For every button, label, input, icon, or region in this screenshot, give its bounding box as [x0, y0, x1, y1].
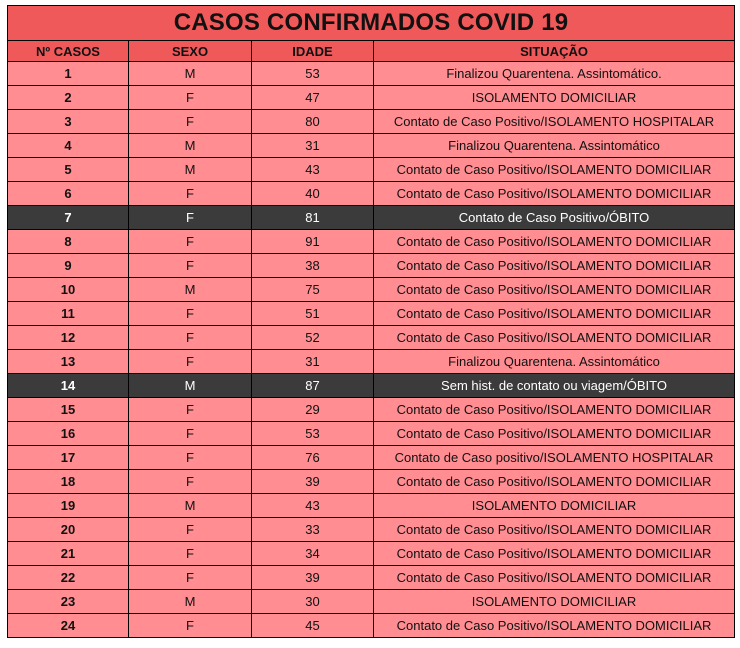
age-cell[interactable]: 87 [252, 374, 374, 398]
table-row [8, 182, 735, 206]
covid-cases-sheet [7, 5, 734, 638]
table-row [8, 86, 735, 110]
table-row [8, 470, 735, 494]
situation-cell[interactable]: Contato de Caso Positivo/ISOLAMENTO DOMICILIAR [374, 518, 735, 542]
sex-cell[interactable]: F [129, 542, 252, 566]
column-header-num[interactable]: Nº CASOS [8, 41, 129, 62]
age-cell[interactable]: 52 [252, 326, 374, 350]
age-cell[interactable]: 80 [252, 110, 374, 134]
sex-cell[interactable]: F [129, 326, 252, 350]
case-number-cell[interactable]: 16 [8, 422, 129, 446]
sex-cell[interactable]: F [129, 518, 252, 542]
sex-cell[interactable]: F [129, 110, 252, 134]
table-title: CASOS CONFIRMADOS COVID 19 [8, 6, 735, 41]
sex-cell[interactable]: F [129, 566, 252, 590]
sex-cell[interactable]: F [129, 470, 252, 494]
case-number-cell[interactable]: 5 [8, 158, 129, 182]
table-row [8, 206, 735, 230]
situation-cell[interactable]: Contato de Caso Positivo/ISOLAMENTO HOSPITALAR [374, 110, 735, 134]
sex-cell[interactable]: F [129, 422, 252, 446]
case-number-cell[interactable]: 24 [8, 614, 129, 638]
situation-cell[interactable]: Contato de Caso Positivo/ISOLAMENTO DOMICILIAR [374, 326, 735, 350]
situation-cell[interactable]: Contato de Caso Positivo/ÓBITO [374, 206, 735, 230]
age-cell[interactable]: 75 [252, 278, 374, 302]
situation-cell[interactable]: ISOLAMENTO DOMICILIAR [374, 86, 735, 110]
case-number-cell[interactable]: 19 [8, 494, 129, 518]
sex-cell[interactable]: F [129, 614, 252, 638]
age-cell[interactable]: 31 [252, 134, 374, 158]
situation-cell[interactable]: ISOLAMENTO DOMICILIAR [374, 590, 735, 614]
situation-cell[interactable]: Contato de Caso Positivo/ISOLAMENTO DOMICILIAR [374, 302, 735, 326]
cases-table [7, 5, 735, 638]
case-number-cell[interactable]: 7 [8, 206, 129, 230]
case-number-cell[interactable]: 23 [8, 590, 129, 614]
case-number-cell[interactable]: 18 [8, 470, 129, 494]
sex-cell[interactable]: F [129, 230, 252, 254]
table-row [8, 158, 735, 182]
situation-cell[interactable]: Contato de Caso Positivo/ISOLAMENTO DOMICILIAR [374, 278, 735, 302]
case-number-cell[interactable]: 17 [8, 446, 129, 470]
case-number-cell[interactable]: 14 [8, 374, 129, 398]
age-cell[interactable]: 29 [252, 398, 374, 422]
sex-cell[interactable]: F [129, 446, 252, 470]
situation-cell[interactable]: ISOLAMENTO DOMICILIAR [374, 494, 735, 518]
sex-cell[interactable]: M [129, 494, 252, 518]
sex-cell[interactable]: F [129, 254, 252, 278]
situation-cell[interactable]: Finalizou Quarentena. Assintomático [374, 350, 735, 374]
table-row [8, 278, 735, 302]
situation-cell[interactable]: Finalizou Quarentena. Assintomático [374, 134, 735, 158]
sex-cell[interactable]: M [129, 158, 252, 182]
table-row [8, 566, 735, 590]
situation-cell[interactable]: Contato de Caso Positivo/ISOLAMENTO DOMICILIAR [374, 182, 735, 206]
case-number-cell[interactable]: 12 [8, 326, 129, 350]
situation-cell[interactable]: Contato de Caso Positivo/ISOLAMENTO DOMICILIAR [374, 230, 735, 254]
table-row [8, 422, 735, 446]
table-row [8, 134, 735, 158]
situation-cell[interactable]: Contato de Caso Positivo/ISOLAMENTO DOMICILIAR [374, 158, 735, 182]
age-cell[interactable]: 53 [252, 422, 374, 446]
table-row [8, 110, 735, 134]
age-cell[interactable]: 31 [252, 350, 374, 374]
column-header-age[interactable]: IDADE [252, 41, 374, 62]
sex-cell[interactable]: F [129, 182, 252, 206]
case-number-cell[interactable]: 6 [8, 182, 129, 206]
table-row [8, 230, 735, 254]
sex-cell[interactable]: F [129, 398, 252, 422]
table-row [8, 350, 735, 374]
age-cell[interactable]: 33 [252, 518, 374, 542]
table-row [8, 398, 735, 422]
situation-cell[interactable]: Finalizou Quarentena. Assintomático. [374, 62, 735, 86]
age-cell[interactable]: 39 [252, 566, 374, 590]
age-cell[interactable]: 51 [252, 302, 374, 326]
case-number-cell[interactable]: 3 [8, 110, 129, 134]
column-header-situation[interactable]: SITUAÇÃO [374, 41, 735, 62]
sex-cell[interactable]: F [129, 86, 252, 110]
sex-cell[interactable]: M [129, 374, 252, 398]
table-row [8, 374, 735, 398]
table-body [8, 62, 735, 638]
sex-cell[interactable]: M [129, 590, 252, 614]
age-cell[interactable]: 91 [252, 230, 374, 254]
header-row [8, 41, 735, 62]
situation-cell[interactable]: Contato de Caso Positivo/ISOLAMENTO DOMICILIAR [374, 470, 735, 494]
table-row [8, 518, 735, 542]
table-row [8, 614, 735, 638]
situation-cell[interactable]: Sem hist. de contato ou viagem/ÓBITO [374, 374, 735, 398]
age-cell[interactable]: 40 [252, 182, 374, 206]
case-number-cell[interactable]: 1 [8, 62, 129, 86]
table-row [8, 62, 735, 86]
case-number-cell[interactable]: 22 [8, 566, 129, 590]
age-cell[interactable]: 34 [252, 542, 374, 566]
situation-cell[interactable]: Contato de Caso Positivo/ISOLAMENTO DOMICILIAR [374, 422, 735, 446]
age-cell[interactable]: 45 [252, 614, 374, 638]
table-row [8, 590, 735, 614]
sex-cell[interactable]: M [129, 134, 252, 158]
case-number-cell[interactable]: 4 [8, 134, 129, 158]
case-number-cell[interactable]: 9 [8, 254, 129, 278]
age-cell[interactable]: 53 [252, 62, 374, 86]
sex-cell[interactable]: F [129, 206, 252, 230]
situation-cell[interactable]: Contato de Caso Positivo/ISOLAMENTO DOMICILIAR [374, 566, 735, 590]
case-number-cell[interactable]: 10 [8, 278, 129, 302]
table-row [8, 494, 735, 518]
table-row [8, 326, 735, 350]
table-row [8, 446, 735, 470]
age-cell[interactable]: 81 [252, 206, 374, 230]
situation-cell[interactable]: Contato de Caso positivo/ISOLAMENTO HOSPITALAR [374, 446, 735, 470]
sex-cell[interactable]: M [129, 278, 252, 302]
case-number-cell[interactable]: 8 [8, 230, 129, 254]
situation-cell[interactable]: Contato de Caso Positivo/ISOLAMENTO DOMICILIAR [374, 254, 735, 278]
age-cell[interactable]: 43 [252, 494, 374, 518]
table-row [8, 254, 735, 278]
table-row [8, 302, 735, 326]
situation-cell[interactable]: Contato de Caso Positivo/ISOLAMENTO DOMICILIAR [374, 398, 735, 422]
case-number-cell[interactable]: 2 [8, 86, 129, 110]
case-number-cell[interactable]: 15 [8, 398, 129, 422]
age-cell[interactable]: 38 [252, 254, 374, 278]
age-cell[interactable]: 43 [252, 158, 374, 182]
age-cell[interactable]: 30 [252, 590, 374, 614]
age-cell[interactable]: 47 [252, 86, 374, 110]
case-number-cell[interactable]: 21 [8, 542, 129, 566]
table-row [8, 542, 735, 566]
sex-cell[interactable]: F [129, 350, 252, 374]
case-number-cell[interactable]: 20 [8, 518, 129, 542]
sex-cell[interactable]: M [129, 62, 252, 86]
case-number-cell[interactable]: 11 [8, 302, 129, 326]
situation-cell[interactable]: Contato de Caso Positivo/ISOLAMENTO DOMICILIAR [374, 542, 735, 566]
sex-cell[interactable]: F [129, 302, 252, 326]
situation-cell[interactable]: Contato de Caso Positivo/ISOLAMENTO DOMICILIAR [374, 614, 735, 638]
age-cell[interactable]: 76 [252, 446, 374, 470]
case-number-cell[interactable]: 13 [8, 350, 129, 374]
column-header-sex[interactable]: SEXO [129, 41, 252, 62]
age-cell[interactable]: 39 [252, 470, 374, 494]
title-row [8, 6, 735, 41]
